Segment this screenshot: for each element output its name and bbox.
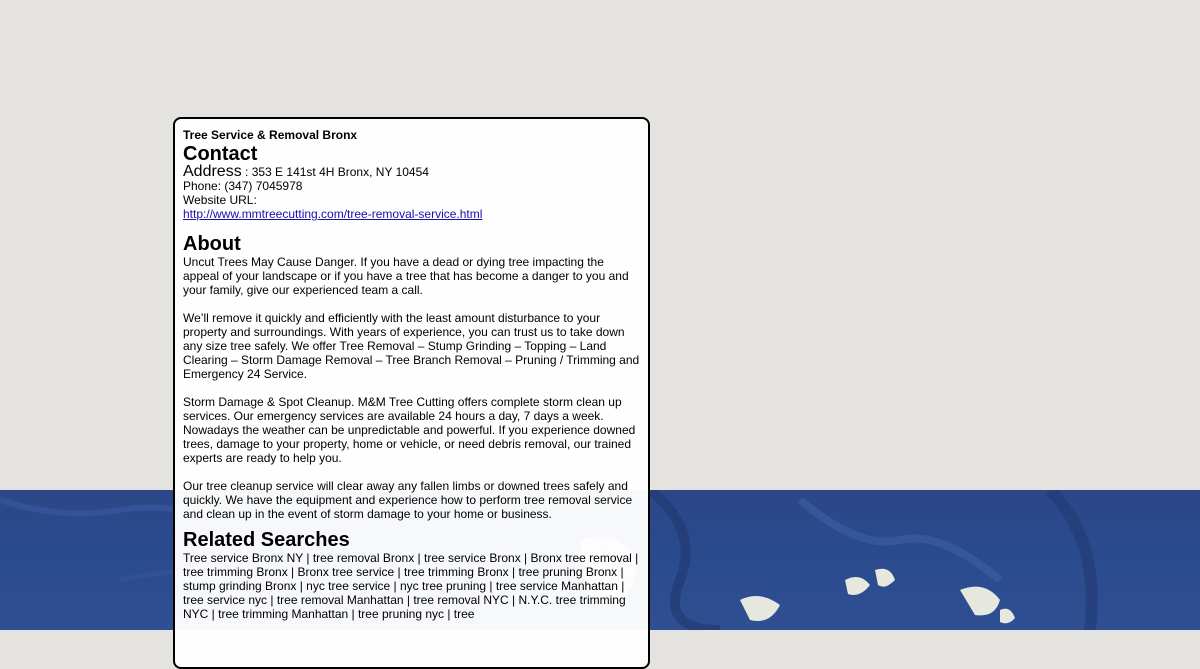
about-paragraph-4: Our tree cleanup service will clear away any fallen limbs or downed trees safely and quickly. We have the equipment and experience how to perform tree removal service and clean up in the event of storm damage to your home or business.: [183, 479, 633, 521]
about-heading: About: [183, 233, 241, 255]
site-title: Tree Service & Removal Bronx: [183, 128, 358, 142]
contact-heading: Contact: [183, 143, 258, 165]
website-link-line: [183, 207, 640, 221]
related-searches-heading: Related Searches: [183, 529, 350, 551]
website-link[interactable]: http://www.mmtreecutting.com/tree-removal-service.html: [183, 207, 483, 221]
website-label: Website URL:: [183, 193, 257, 207]
related-searches-text: Tree service Bronx NY | tree removal Bronx | tree service Bronx | Bronx tree removal | tree trimming Bronx | Bronx tree service | tree trimming Bronx | tree pruning Bronx | stump grinding Bronx | nyc tree service | nyc tree pruning | tree service Manhattan | tree service nyc | tree removal Manhattan | tree removal NYC | N.Y.C. tree trimming NYC | tree trimming Manhattan | tree pruning nyc | tree: [183, 551, 639, 621]
address-label: Address: [183, 163, 242, 180]
address-line: [183, 165, 640, 179]
phone-line: Phone: (347) 7045978: [183, 179, 303, 193]
about-paragraph-3: Storm Damage & Spot Cleanup. M&M Tree Cutting offers complete storm clean up services. Our emergency services are available 24 hours a day, 7 days a week. Nowadays the weather can be unpredictable and powerful. If you experience downed trees, damage to your property, home or vehicle, or need debris removal, our trained experts are ready to help you.: [183, 395, 636, 465]
about-paragraph-2: We’ll remove it quickly and efficiently with the least amount disturbance to your property and surroundings. With years of experience, you can trust us to take down any size tree safely. We offer Tree Removal – Stump Grinding – Topping – Land Clearing – Storm Damage Removal – Tree Branch Removal – Pruning / Trimming and Emergency 24 Service.: [183, 311, 640, 381]
info-panel: [173, 117, 650, 669]
address-value: : 353 E 141st 4H Bronx, NY 10454: [241, 165, 429, 179]
about-paragraph-1: Uncut Trees May Cause Danger. If you have a dead or dying tree impacting the appeal of your landscape or if you have a tree that has become a danger to you and your family, give our experienced team a call.: [183, 255, 629, 297]
